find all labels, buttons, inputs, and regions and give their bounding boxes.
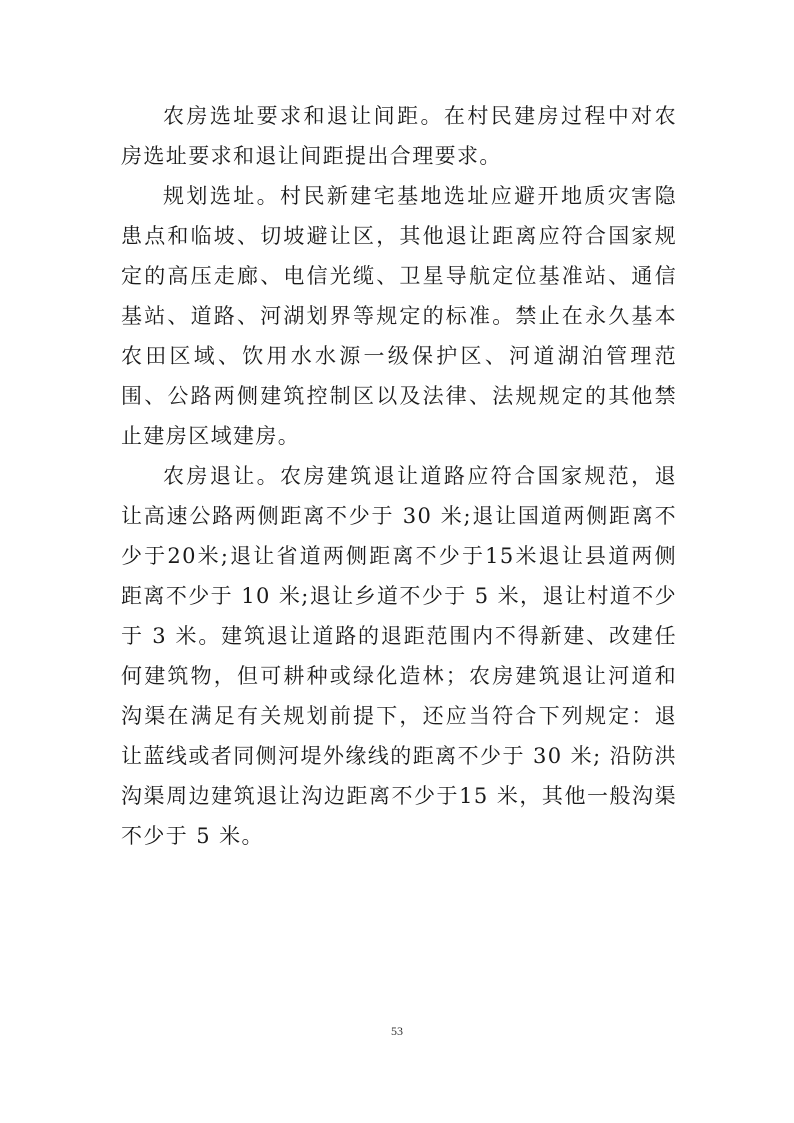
- paragraph-planning-site-selection: 规划选址。村民新建宅基地选址应避开地质灾害隐患点和临坡、切坡避让区，其他退让距离应符合国家规定的高压走廊、电信光缆、卫星导航定位基准站、通信基站、道路、河湖划界等规定的标准。禁止在永久基本农田区域、饮用水水源一级保护区、河道湖泊管理范围、公路两侧建筑控制区以及法律、法规规定的其他禁止建房区域建房。: [121, 184, 677, 448]
- body-text: [121, 96, 677, 856]
- paragraph-building-setback: 农房退让。农房建筑退让道路应符合国家规范，退让高速公路两侧距离不少于 30 米;退让国道两侧距离不少于20米;退让省道两侧距离不少于15米退让县道两侧距离不少于 10 米;退让乡道不少于 5 米，退让村道不少于 3 米。建筑退让道路的退距范围内不得新建、改建任何建筑物，但可耕种或绿化造林；农房建筑退让河道和沟渠在满足有关规划前提下，还应当符合下列规定：退让蓝线或者同侧河堤外缘线的距离不少于 30 米; 沿防洪沟渠周边建筑退让沟边距离不少于15 米，其他一般沟渠不少于 5 米。: [121, 464, 677, 848]
- page-number: 53: [391, 1024, 403, 1038]
- paragraph-site-requirements: 农房选址要求和退让间距。在村民建房过程中对农房选址要求和退让间距提出合理要求。: [121, 104, 677, 168]
